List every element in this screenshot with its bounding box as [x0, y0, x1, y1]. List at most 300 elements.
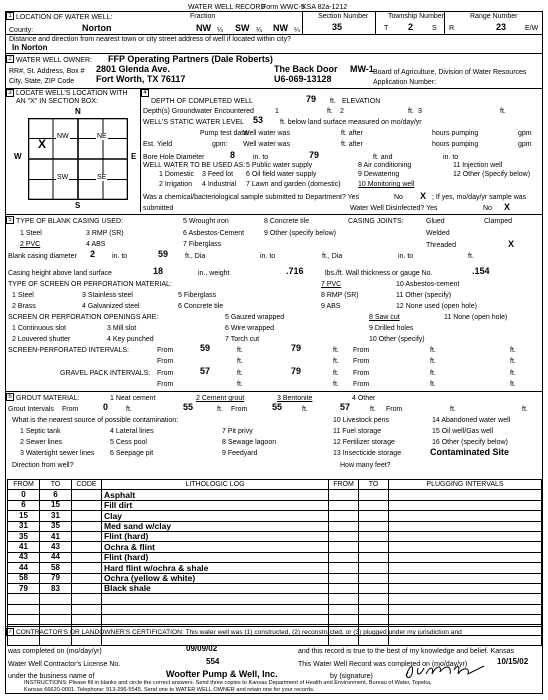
log-lithology [102, 594, 329, 604]
plug-from [329, 563, 359, 573]
plug-interval [389, 635, 542, 645]
gp-to-value: 79 [291, 366, 302, 376]
gp-from-label-3: From [157, 381, 174, 388]
section-5-number: 5 [6, 216, 14, 224]
spi-from-value: 59 [200, 343, 211, 353]
range-label: Range Number [470, 13, 518, 20]
pump-label: Pump test data: [200, 130, 250, 137]
log-to: 44 [40, 552, 72, 562]
board-label: Board of Agriculture, Division of Water Resources [373, 69, 527, 76]
license-label: Water Well Contractor's License No. [8, 661, 121, 668]
screen-10: 10 Asbestos-cement [396, 281, 460, 288]
log-code [72, 511, 102, 521]
gw-ft-2: ft. [408, 108, 414, 115]
gi-ft-to-3: ft. [450, 406, 456, 413]
contam-7: 7 Pit privy [222, 428, 253, 435]
plug-from [329, 615, 359, 625]
license-number: 554 [206, 657, 220, 666]
section-2-number: 2 [6, 55, 14, 63]
compass-east: E [131, 152, 137, 161]
log-code [72, 521, 102, 531]
opening-4: 4 Key punched [107, 336, 154, 343]
diameter-label: Blank casing diameter [8, 253, 77, 260]
quadrant-nw: NW [57, 133, 69, 140]
city-value: Fort Worth, TX 76117 [96, 74, 186, 84]
bore-in-to-2: in. to [443, 154, 459, 161]
gi-from-label-3: From [386, 406, 403, 413]
log-to: 79 [40, 573, 72, 583]
log-code [72, 563, 102, 573]
quadrant-se: SE [97, 174, 107, 181]
log-from: 44 [8, 563, 40, 573]
log-code [72, 583, 102, 593]
gp-ft-3: ft. [333, 381, 339, 388]
log-row [8, 573, 542, 583]
fraction-label: Fraction [190, 13, 216, 20]
log-lithology: Hard flint w/ochra & shale [102, 563, 329, 573]
casing-5: 5 Wrought iron [183, 218, 229, 225]
spi-ft: ft. [333, 347, 339, 354]
gi-from-1: 0 [103, 402, 109, 412]
pump-ww: Well water was [243, 130, 290, 137]
gw-ft-1: ft. [327, 108, 333, 115]
contam-8: 8 Sewage lagoon [222, 439, 277, 446]
quadrant-sw: SW [57, 174, 69, 181]
log-lithology: Flint (hard) [102, 531, 329, 541]
plug-interval [389, 604, 542, 614]
completed-label: was completed on (mo/day/yr) [8, 648, 102, 655]
log-from: 31 [8, 521, 40, 531]
log-from: 41 [8, 542, 40, 552]
plug-interval [389, 615, 542, 625]
log-lithology: Med sand w/clay [102, 521, 329, 531]
use-11: 11 Injection well [453, 162, 503, 169]
submitted-label: submitted [143, 205, 174, 212]
plugging-intervals-header: PLUGGING INTERVALS [389, 480, 542, 490]
yield-hours: hours pumping [432, 141, 479, 148]
grout-label: GROUT MATERIAL: [16, 395, 80, 402]
log-from [8, 615, 40, 625]
depth-value: 79 [306, 94, 317, 104]
use-10-selected: 10 Monitoring well [358, 181, 415, 188]
certification-text: CONTRACTOR'S OR LANDOWNER'S CERTIFICATION: This water well was (1) constructed, (2) reconstructed, or (3) plugged under my jurisdiction and [16, 629, 462, 636]
static-tail: ft. below land surface measured on mo/day/yr [280, 119, 422, 126]
openings-label: SCREEN OR PERFORATION OPENINGS ARE: [8, 314, 159, 321]
plug-interval [389, 490, 542, 500]
instructions-line-1: INSTRUCTIONS: Please fill in blanks and circle the correct answers. Send three copies to Kansas Department of Health and Environment, Bureau of Water, Topeka, [24, 680, 432, 686]
log-row [8, 563, 542, 573]
chem-no: No [394, 194, 403, 201]
owner-label: WATER WELL OWNER: [16, 57, 92, 64]
use-12: 12 Other (Specify below) [453, 171, 531, 178]
plug-to [359, 521, 389, 531]
fraction-1: NW [196, 23, 211, 33]
gp-from-label-4: From [353, 381, 370, 388]
opening-9: 9 Drilled holes [369, 325, 414, 332]
elevation-label: ELEVATION [342, 98, 381, 105]
depth-label: DEPTH OF COMPLETED WELL [151, 98, 253, 105]
quarter-3: ¼ [294, 27, 300, 34]
grout-4: 4 Other [352, 395, 376, 402]
gi-to-2: 57 [340, 402, 351, 412]
bore-label: Bore Hole Diameter [143, 154, 205, 161]
log-to: 58 [40, 563, 72, 573]
section-6-number: 6 [6, 393, 14, 401]
log-row [8, 542, 542, 552]
contam-4: 4 Lateral lines [110, 428, 154, 435]
plug-from [329, 594, 359, 604]
use-3: 3 Feed lot [202, 171, 234, 178]
spi-to-value: 79 [291, 343, 302, 353]
screen-4: 4 Galvanized steel [82, 303, 140, 310]
gw-ft-3: ft. [500, 108, 506, 115]
log-to [40, 604, 72, 614]
use-7: 7 Lawn and garden (domestic) [246, 181, 341, 188]
plug-to [359, 542, 389, 552]
gi-ft-to: ft. [126, 406, 132, 413]
gp-from-label: From [157, 370, 174, 377]
log-to: 31 [40, 511, 72, 521]
log-row [8, 635, 542, 645]
well-location-mark: X [38, 137, 47, 151]
distance-value: In Norton [12, 43, 48, 52]
contam-9: 9 Feedyard [222, 450, 258, 457]
log-header-row [8, 480, 542, 490]
spi-ft-to-2: ft. [430, 347, 436, 354]
log-row [8, 500, 542, 510]
screen-8: 8 RMP (SR) [321, 292, 359, 299]
opening-1: 1 Continuous slot [12, 325, 67, 332]
gi-ft: ft. [217, 406, 223, 413]
use-9: 9 Dewatering [358, 171, 400, 178]
township-s: S [432, 25, 437, 32]
disinfected-no-mark: X [504, 202, 511, 212]
spi-ft-to: ft. [237, 347, 243, 354]
contam-10: 10 Livestock pens [333, 417, 390, 424]
gp-ft: ft. [333, 370, 339, 377]
business-label: under the business name of [8, 673, 95, 680]
gw-3: 3 [418, 108, 422, 115]
city-label: City, State, ZIP Code [9, 78, 75, 85]
gp-ft-2: ft. [510, 370, 516, 377]
opening-3: 3 Mill slot [107, 325, 137, 332]
plug-interval [389, 521, 542, 531]
use-4: 4 Industrial [202, 181, 237, 188]
screen-9: 9 ABS [321, 303, 341, 310]
log-lithology [102, 604, 329, 614]
depth-ft: ft. [330, 98, 336, 105]
log-lithology: Ochra & flint [102, 542, 329, 552]
opening-6: 6 Wire wrapped [225, 325, 275, 332]
log-code-header: CODE [72, 480, 102, 490]
plug-interval [389, 583, 542, 593]
gp-ft-to-4: ft. [430, 381, 436, 388]
contam-11: 11 Fuel storage [333, 428, 382, 435]
contaminated-site: Contaminated Site [430, 447, 510, 457]
compass-north: N [75, 107, 81, 116]
plug-from [329, 573, 359, 583]
screen-intervals-label: SCREEN-PERFORATED INTERVALS: [8, 347, 129, 354]
section-number: 35 [332, 22, 343, 32]
pump-gpm: gpm [518, 130, 532, 137]
plug-interval [389, 500, 542, 510]
log-lithology: Clay [102, 511, 329, 521]
gw-2: 2 [340, 108, 344, 115]
locate-label: LOCATE WELL'S LOCATION WITH [16, 90, 128, 97]
screen-7-selected: 7 PVC [321, 281, 342, 288]
contam-1: 1 Septic tank [20, 428, 61, 435]
plug-to [359, 583, 389, 593]
direction-label: Direction from well? [12, 462, 74, 469]
gp-from-label-2: From [353, 370, 370, 377]
screen-5: 5 Fiberglass [178, 292, 217, 299]
disinfected-label: Water Well Disinfected? Yes [350, 205, 438, 212]
diameter-in-to-3: in. to [398, 253, 414, 260]
use-5: 5 Public water supply [246, 162, 313, 169]
site-name: The Back Door [274, 64, 338, 74]
screen-3: 3 Stainless steel [82, 292, 133, 299]
screen-11: 11 Other (specify) [396, 292, 452, 299]
contamination-label: What is the nearest source of possible contamination: [12, 417, 179, 424]
plug-to [359, 594, 389, 604]
signature-label: by (signature) [330, 673, 373, 680]
contractor-signature [400, 660, 490, 682]
plug-interval [389, 594, 542, 604]
log-lithology-header: LITHOLOGIC LOG [102, 480, 329, 490]
log-from: 0 [8, 490, 40, 500]
gi-from-2: 55 [272, 402, 283, 412]
spi-from-label-2: From [353, 347, 370, 354]
log-from: 79 [8, 583, 40, 593]
plug-interval [389, 563, 542, 573]
log-code [72, 490, 102, 500]
yield-ww: Well water was [243, 141, 290, 148]
use-1: 1 Domestic [159, 171, 195, 178]
log-to [40, 615, 72, 625]
log-from: 35 [8, 531, 40, 541]
plug-interval [389, 542, 542, 552]
log-from [8, 594, 40, 604]
joint-glued: Glued [426, 218, 445, 225]
form-number: Form WWC-5 [262, 4, 305, 11]
log-row [8, 511, 542, 521]
diameter-dia: ft., Dia [185, 253, 206, 260]
range-number: 23 [496, 22, 507, 32]
contam-5: 5 Cess pool [110, 439, 147, 446]
log-code [72, 635, 102, 645]
plug-to [359, 573, 389, 583]
log-row [8, 604, 542, 614]
casing-4: 4 ABS [86, 241, 106, 248]
spi-ft-2: ft. [510, 347, 516, 354]
bore-to: 79 [309, 150, 320, 160]
log-to-header: TO [40, 480, 72, 490]
lithologic-log-table [7, 479, 542, 646]
location-label: LOCATION OF WATER WELL: [16, 14, 113, 21]
opening-10: 10 Other (specify) [369, 336, 425, 343]
log-lithology [102, 615, 329, 625]
plug-to [359, 531, 389, 541]
opening-7: 7 Torch cut [225, 336, 260, 343]
joint-threaded: Threaded [426, 242, 456, 249]
how-many-feet-label: How many feet? [340, 462, 391, 469]
casing-9: 9 Other (specify below) [264, 230, 336, 237]
plug-to [359, 635, 389, 645]
log-row [8, 490, 542, 500]
log-to: 41 [40, 531, 72, 541]
diameter-value: 2 [90, 249, 96, 259]
section-4-number: 4 [141, 89, 149, 97]
yield-label: Est. Yield [143, 141, 173, 148]
plug-from-header: FROM [329, 480, 359, 490]
casing-6: 6 Asbestos-Cement [183, 230, 245, 237]
casing-3: 3 RMP (SR) [86, 230, 124, 237]
owner-value: FFP Operating Partners (Dale Roberts) [108, 54, 273, 64]
gi-ft-2: ft. [370, 406, 376, 413]
plug-from [329, 542, 359, 552]
chem-no-mark: X [420, 191, 427, 201]
quarter-1: ¼ [217, 27, 223, 34]
log-from [8, 635, 40, 645]
spi-ft-to-3: ft. [237, 358, 243, 365]
log-to: 43 [40, 542, 72, 552]
section-3-number: 3 [6, 89, 14, 97]
business-name: Woofter Pump & Well, Inc. [166, 669, 278, 679]
opening-5: 5 Gauzed wrapped [225, 314, 285, 321]
casing-joints-label: CASING JOINTS: [348, 218, 404, 225]
plug-from [329, 490, 359, 500]
gi-from-label-2: From [231, 406, 248, 413]
diameter-ft: ft. [468, 253, 474, 260]
log-code [72, 573, 102, 583]
plug-from [329, 635, 359, 645]
grout-1: 1 Neat cement [110, 395, 156, 402]
plug-interval [389, 552, 542, 562]
log-to: 35 [40, 521, 72, 531]
log-lithology: Ochra (yellow & white) [102, 573, 329, 583]
ksa-reference: KSA 82a-1212 [302, 4, 348, 11]
bore-in-to: in. to [253, 154, 269, 161]
grout-2-selected: 2 Cement grout [196, 395, 245, 402]
plug-from [329, 604, 359, 614]
plug-from [329, 583, 359, 593]
casing-8: 8 Concrete tile [264, 218, 310, 225]
range-ew: E/W [525, 25, 539, 32]
fraction-2: SW [235, 23, 250, 33]
plug-to-header: TO [359, 480, 389, 490]
contam-3: 3 Watertight sewer lines [20, 450, 95, 457]
township-label: Township Number [388, 13, 445, 20]
yield-after: ft. after [341, 141, 363, 148]
log-code [72, 552, 102, 562]
county-label: County: [9, 27, 34, 34]
plug-from [329, 552, 359, 562]
plug-to [359, 511, 389, 521]
gp-ft-to-3: ft. [237, 381, 243, 388]
plug-to [359, 552, 389, 562]
spi-ft-4: ft. [510, 358, 516, 365]
plug-to [359, 500, 389, 510]
diameter-in-to-2: in. to [260, 253, 276, 260]
threaded-mark: X [508, 239, 515, 249]
log-from: 43 [8, 552, 40, 562]
diameter-in-to: in. to [112, 253, 128, 260]
grout-intervals-label: Grout Intervals [8, 406, 54, 413]
address-value: 2801 Glenda Ave. [96, 64, 170, 74]
plug-to [359, 604, 389, 614]
gw-1: 1 [275, 108, 279, 115]
spi-from-label-3: From [157, 358, 174, 365]
county-value: Norton [82, 23, 112, 33]
weight-value: .716 [286, 266, 304, 276]
form-title: WATER WELL RECORD [188, 4, 266, 11]
log-lithology: Black shale [102, 583, 329, 593]
log-to [40, 594, 72, 604]
permit-id: U6-069-13128 [274, 74, 332, 84]
plug-interval [389, 531, 542, 541]
opening-8-selected: 8 Saw cut [369, 314, 400, 321]
gravel-pack-label: GRAVEL PACK INTERVALS: [60, 370, 151, 377]
screen-6: 6 Concrete tile [178, 303, 224, 310]
pump-hours: hours pumping [432, 130, 479, 137]
gi-ft-to-2: ft. [302, 406, 308, 413]
plug-to [359, 490, 389, 500]
log-code [72, 615, 102, 625]
gp-ft-4: ft. [510, 381, 516, 388]
township-t: T [384, 25, 389, 32]
bore-diameter: 8 [230, 150, 236, 160]
log-from [8, 604, 40, 614]
weight-label: in., weight [198, 270, 230, 277]
spi-from-label-4: From [353, 358, 370, 365]
log-to: 6 [40, 490, 72, 500]
quadrant-ne: NE [97, 133, 107, 140]
plug-from [329, 511, 359, 521]
groundwater-label: Depth(s) Groundwater Encountered [143, 108, 254, 115]
instructions-line-2: Kansas 66620-0001. Telephone: 913-296-5545. Send one to WATER WELL OWNER and retain one for your records. [24, 687, 315, 693]
spi-from-label: From [157, 347, 174, 354]
plug-to [359, 563, 389, 573]
plug-from [329, 500, 359, 510]
log-from: 6 [8, 500, 40, 510]
plug-interval [389, 511, 542, 521]
log-code [72, 500, 102, 510]
contam-16: 16 Other (specify below) [432, 439, 508, 446]
plug-from [329, 521, 359, 531]
true-statement: and this record is true to the best of my knowledge and belief. Kansas [298, 648, 514, 655]
pump-after: ft. after [341, 130, 363, 137]
record-completed-date: 10/15/02 [497, 657, 529, 666]
chem-question: Was a chemical/bacteriological sample submitted to Department? Yes [143, 194, 360, 201]
screen-1: 1 Steel [12, 292, 34, 299]
range-r: R [449, 25, 455, 32]
contam-15: 15 Oil well/Gas well [432, 428, 494, 435]
chem-tail: ; If yes, mo/day/yr sample was [432, 194, 527, 201]
section-grid [28, 118, 128, 200]
opening-11: 11 None (open hole) [444, 314, 508, 321]
lbs-label: lbs./ft. Wall thickness or gauge No. [325, 270, 433, 277]
height-value: 18 [153, 266, 164, 276]
screen-2: 2 Brass [12, 303, 36, 310]
casing-1: 1 Steel [20, 230, 42, 237]
casing-7: 7 Fiberglass [183, 241, 222, 248]
completed-date: 09/09/02 [186, 644, 218, 653]
log-to: 83 [40, 583, 72, 593]
section-1-number: 1 [6, 12, 14, 20]
use-2: 2 Irrigation [159, 181, 193, 188]
log-row [8, 615, 542, 625]
static-value: 53 [253, 115, 264, 125]
